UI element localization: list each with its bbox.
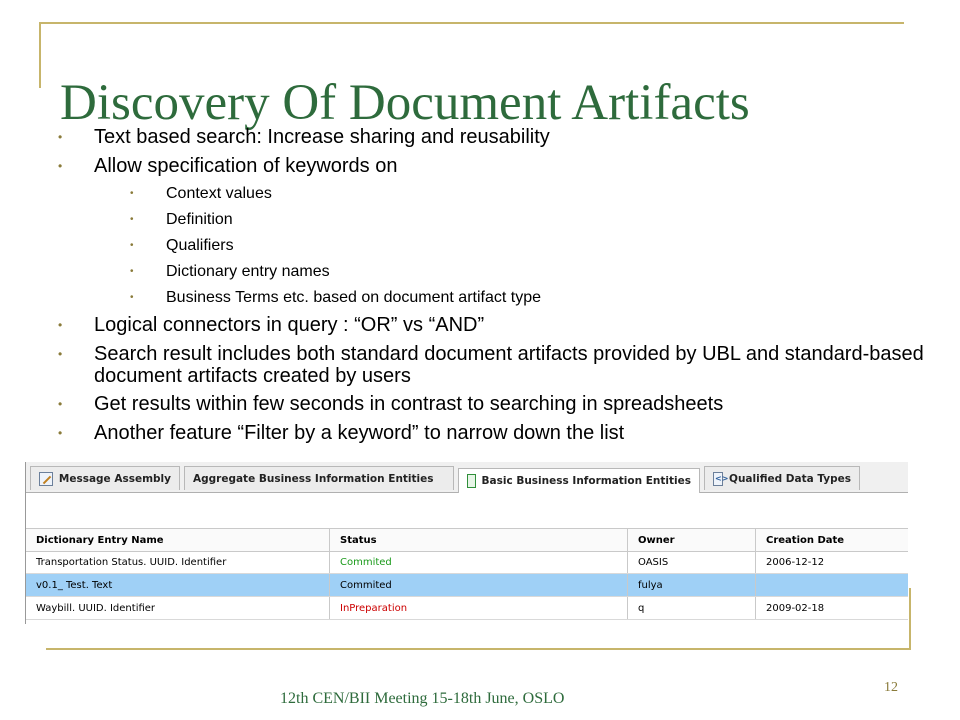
sub-bullet-item <box>58 184 938 204</box>
tab-bar <box>26 462 908 493</box>
bullet-dot-icon: • <box>130 214 134 225</box>
bullet-item <box>58 422 938 444</box>
bullet-item <box>58 393 938 415</box>
bullet-dot-icon: • <box>58 318 63 332</box>
status-cell: Commited <box>330 551 628 573</box>
bottom-rule <box>46 648 910 650</box>
bullet-dot-icon: • <box>130 292 134 303</box>
tab-label: Aggregate Business Information Entities <box>193 472 434 485</box>
sub-bullet-item <box>58 288 938 308</box>
bullet-text: Text based search: Increase sharing and reusability <box>94 126 550 148</box>
table-row-selected[interactable] <box>26 574 908 597</box>
bullet-text: Dictionary entry names <box>166 263 330 280</box>
table-cell: v0.1_ Test. Text <box>26 574 330 596</box>
table-cell: q <box>628 597 756 619</box>
table-cell: 2009-02-18 <box>766 602 825 614</box>
slide-number: 12 <box>884 680 898 695</box>
bullet-text: Another feature “Filter by a keyword” to narrow down the list <box>94 422 625 444</box>
bullet-text: Context values <box>166 185 272 202</box>
bullet-text: Qualifiers <box>166 237 234 254</box>
tab-message-assembly[interactable] <box>30 466 180 490</box>
bullet-text: Logical connectors in query : “OR” vs “AND” <box>94 314 485 336</box>
leaf-icon <box>467 474 476 488</box>
bullet-dot-icon: • <box>58 397 63 411</box>
sub-bullet-item <box>58 210 938 230</box>
bullet-text: Business Terms etc. based on document artifact type <box>166 289 542 306</box>
tab-basic-bie[interactable] <box>458 468 700 493</box>
bullet-item <box>58 314 938 336</box>
top-rule <box>40 22 904 24</box>
bullet-dot-icon: • <box>58 426 63 440</box>
app-screenshot-panel <box>25 462 908 624</box>
bullet-text: Definition <box>166 211 233 228</box>
table-cell: fulya <box>628 574 756 596</box>
bullet-text: Get results within few seconds in contrast to searching in spreadsheets <box>94 393 724 415</box>
bullet-dot-icon: • <box>58 159 63 173</box>
pencil-icon <box>39 472 53 486</box>
bullet-dot-icon: • <box>130 240 134 251</box>
tab-label: Qualified Data Types <box>729 472 851 485</box>
bullet-dot-icon: • <box>130 266 134 277</box>
tab-qualified-data-types[interactable] <box>704 466 860 490</box>
top-left-rule <box>39 22 41 88</box>
table-cell: Waybill. UUID. Identifier <box>26 597 330 619</box>
tab-label: Message Assembly <box>58 472 171 485</box>
bullet-text: Allow specification of keywords on <box>94 155 398 177</box>
bullet-list <box>58 126 938 451</box>
bullet-text: Search result includes both standard document artifacts provided by UBL and standard-based document artifacts created by users <box>94 343 924 387</box>
bullet-item <box>58 343 938 387</box>
tab-label: Basic Business Information Entities <box>481 475 691 487</box>
table-row[interactable] <box>26 551 908 574</box>
bullet-item <box>58 155 938 177</box>
column-header[interactable]: Dictionary Entry Name <box>26 529 330 551</box>
code-icon <box>713 472 723 486</box>
table-cell: 2006-12-12 <box>766 556 825 568</box>
slide-title: Discovery Of Document Artifacts <box>60 75 750 131</box>
tab-aggregate-bie[interactable] <box>184 466 454 490</box>
status-cell: InPreparation <box>330 597 628 619</box>
column-header[interactable]: Owner <box>628 529 756 551</box>
table-row[interactable] <box>26 597 908 620</box>
bullet-dot-icon: • <box>130 188 134 199</box>
sub-bullet-item <box>58 236 938 256</box>
bottom-right-rule <box>909 588 911 650</box>
bullet-dot-icon: • <box>58 130 63 144</box>
slide-footer: 12th CEN/BII Meeting 15-18th June, OSLO <box>280 690 565 707</box>
status-cell: Commited <box>330 574 628 596</box>
table-header <box>26 528 908 552</box>
column-header[interactable]: Creation Date <box>766 534 845 546</box>
bullet-dot-icon: • <box>58 347 63 361</box>
column-header[interactable]: Status <box>330 529 628 551</box>
table-cell <box>756 574 908 596</box>
table-cell: OASIS <box>628 551 756 573</box>
sub-bullet-item <box>58 262 938 282</box>
table-cell: Transportation Status. UUID. Identifier <box>26 551 330 573</box>
bullet-item <box>58 126 938 148</box>
